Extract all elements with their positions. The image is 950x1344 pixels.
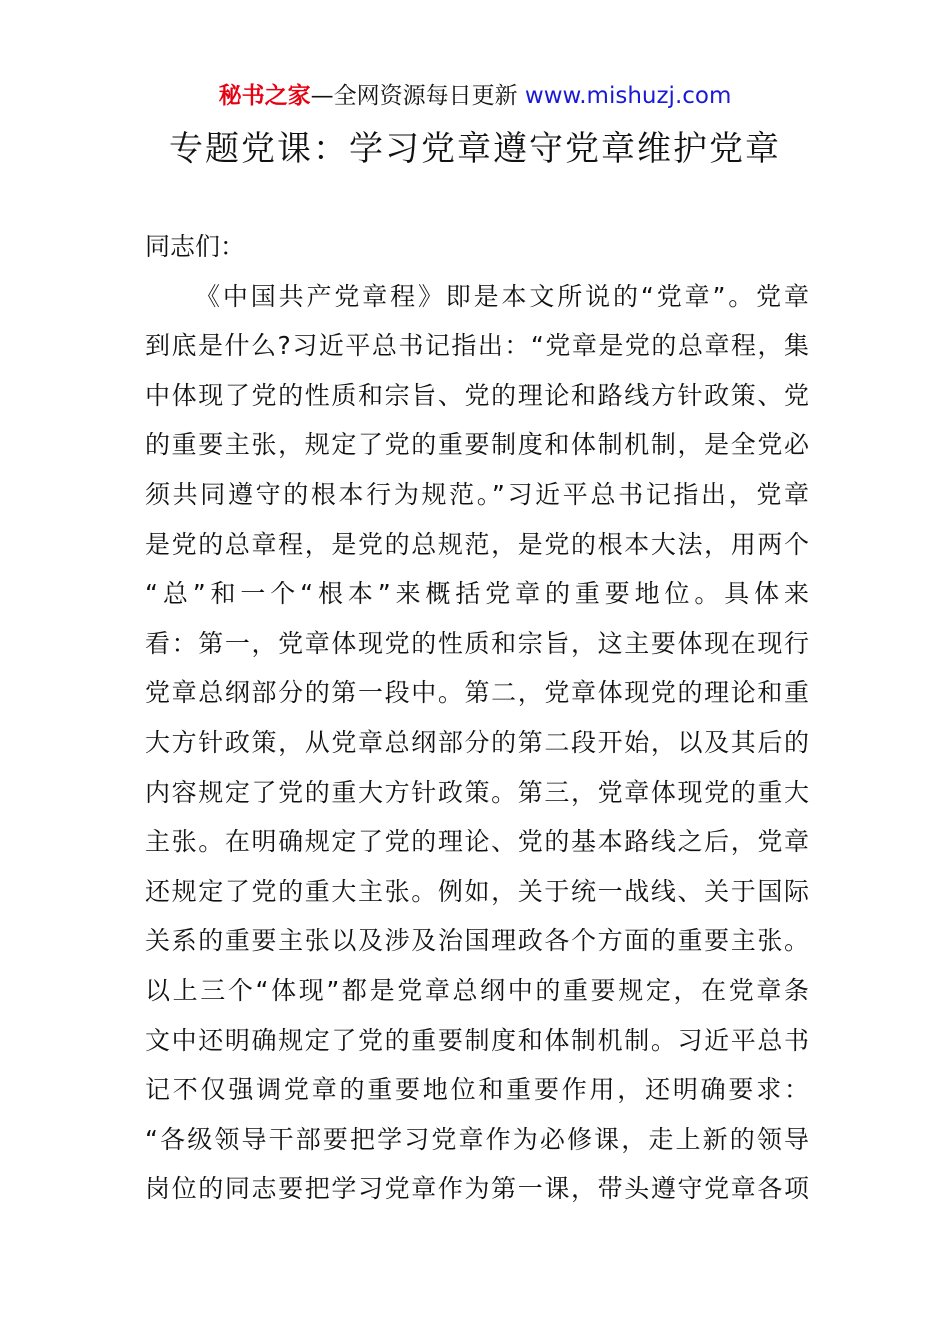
paragraph-line: 文中还明确规定了党的重要制度和体制机制。习近平总书 [145, 1025, 809, 1055]
paragraph-line: 《中国共产党章程》即是本文所说的“党章”。党章 [195, 281, 809, 311]
paragraph-line: 岗位的同志要把学习党章作为第一课，带头遵守党章各项 [145, 1174, 809, 1204]
document-body [145, 222, 809, 1214]
paragraph-line: 主张。在明确规定了党的理论、党的基本路线之后，党章 [145, 827, 809, 857]
paragraph-line: 是党的总章程，是党的总规范，是党的根本大法，用两个 [145, 529, 809, 559]
site-url-link[interactable]: www.mishuzj.com [524, 83, 732, 109]
paragraph-line: 大方针政策，从党章总纲部分的第二段开始，以及其后的 [145, 727, 809, 757]
paragraph-line: 以上三个“体现”都是党章总纲中的重要规定，在党章条 [145, 975, 809, 1005]
paragraph-line: 须共同遵守的根本行为规范。”习近平总书记指出，党章 [145, 479, 809, 509]
salutation: 同志们： [145, 232, 246, 261]
site-header [0, 80, 950, 112]
paragraph-line: 到底是什么?习近平总书记指出：“党章是党的总章程，集 [145, 331, 809, 361]
paragraph-line: 还规定了党的重大主张。例如，关于统一战线、关于国际 [145, 876, 809, 906]
site-brand: 秘书之家 [218, 83, 311, 109]
paragraph-line: 中体现了党的性质和宗旨、党的理论和路线方针政策、党 [145, 380, 809, 410]
paragraph-line: 记不仅强调党章的重要地位和重要作用，还明确要求： [145, 1075, 809, 1105]
document-title: 专题党课：学习党章遵守党章维护党章 [169, 129, 781, 169]
paragraph-line: 关系的重要主张以及涉及治国理政各个方面的重要主张。 [145, 926, 809, 956]
paragraph-line: 的重要主张，规定了党的重要制度和体制机制，是全党必 [145, 430, 809, 460]
paragraph-line: “各级领导干部要把学习党章作为必修课，走上新的领导 [145, 1124, 809, 1154]
paragraph-line: “总”和一个“根本”来概括党章的重要地位。具体来 [145, 579, 809, 609]
paragraph-line: 看：第一，党章体现党的性质和宗旨，这主要体现在现行 [145, 628, 809, 658]
site-tagline: —全网资源每日更新 [310, 83, 518, 109]
paragraph-line: 内容规定了党的重大方针政策。第三，党章体现党的重大 [145, 777, 809, 807]
paragraph-line: 党章总纲部分的第一段中。第二，党章体现党的理论和重 [145, 678, 809, 708]
